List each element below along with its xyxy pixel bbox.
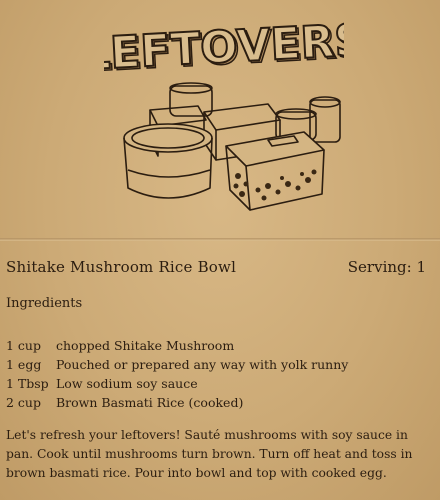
ingredient-quantity: 1 cup — [6, 338, 41, 353]
ingredients-list — [6, 336, 436, 412]
logo-shadow: LEFTOVERS — [104, 16, 344, 80]
ingredient-quantity: 1 egg — [6, 357, 42, 372]
ingredient-item: Pouched or prepared any way with yolk runny — [56, 357, 349, 372]
ingredient-item: chopped Shitake Mushroom — [56, 338, 235, 353]
ingredient-quantity: 2 cup — [6, 395, 41, 410]
card-fold-line — [0, 238, 440, 241]
ingredients-heading: Ingredients — [6, 296, 83, 311]
leftovers-logo — [104, 10, 344, 80]
food-containers-illustration — [118, 80, 348, 220]
cup-icon — [310, 97, 340, 142]
ingredient-row — [6, 374, 436, 393]
ingredient-quantity: 1 Tbsp — [6, 376, 49, 391]
ingredient-row — [6, 393, 436, 412]
bowl-icon — [124, 124, 212, 198]
ingredient-item: Brown Basmati Rice (cooked) — [56, 395, 244, 410]
recipe-instructions: Let's refresh your leftovers! Sauté mushrooms with soy sauce in pan. Cook until mushrooms turn brown. Turn off heat and toss in brown basmati rice. Pour into bowl and top with cooked egg. — [6, 428, 413, 480]
logo-text: LEFTOVERS — [104, 14, 344, 80]
ingredient-row — [6, 355, 436, 374]
ingredient-item: Low sodium soy sauce — [56, 376, 198, 391]
recipe-title: Shitake Mushroom Rice Bowl — [6, 258, 237, 276]
glass-container-icon — [226, 132, 324, 210]
serving-size: Serving: 1 — [347, 258, 426, 276]
ingredient-row — [6, 336, 436, 355]
